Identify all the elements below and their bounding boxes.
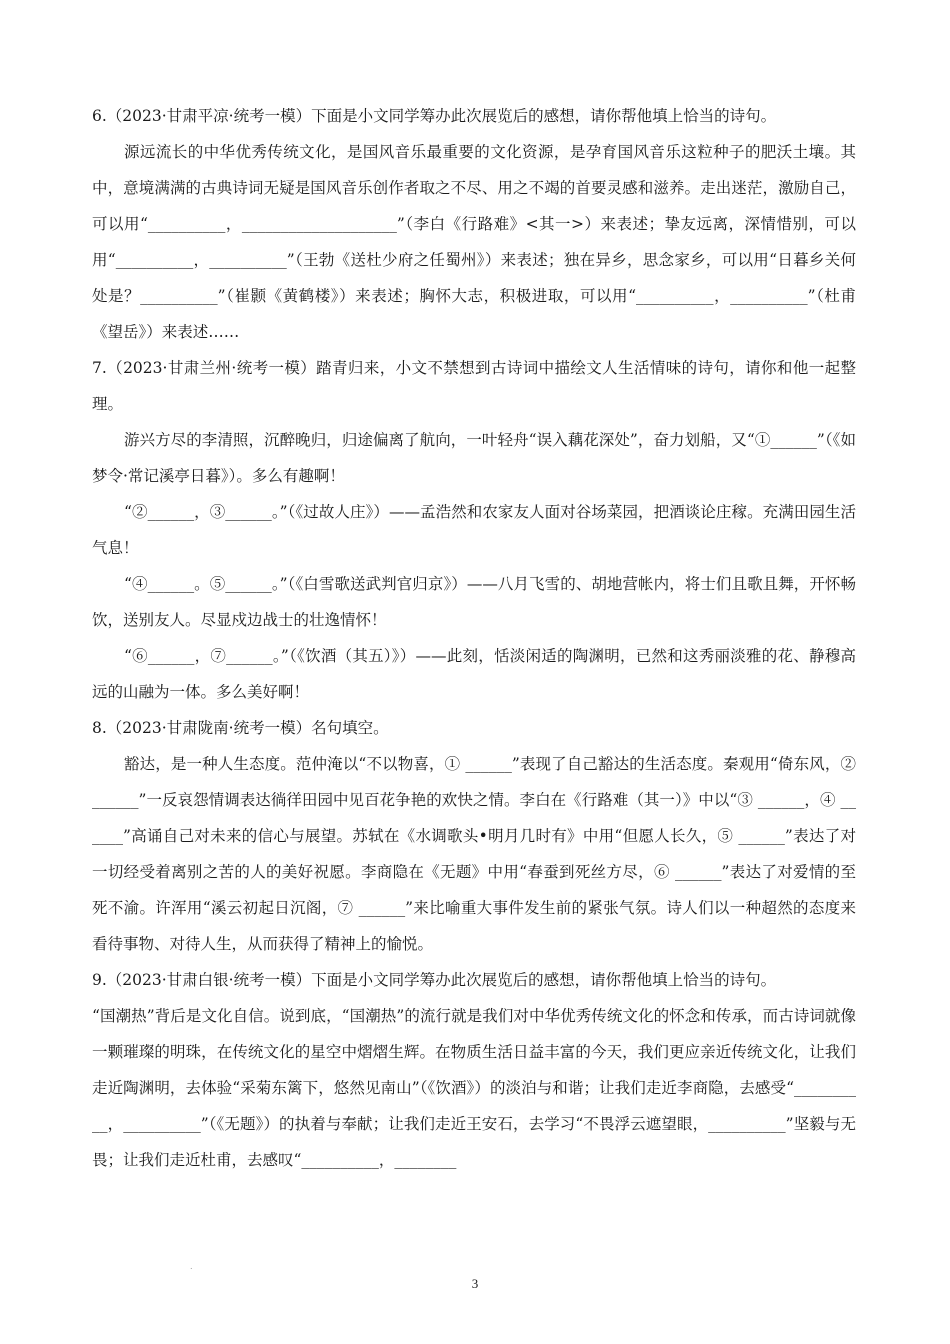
question-6-header — [92, 98, 856, 134]
question-source: （2023·甘肃平凉·统考一模） — [106, 107, 312, 125]
question-number: 6. — [92, 107, 107, 125]
question-7-paragraph-1: 游兴方尽的李清照，沉醉晚归，归途偏离了航向，一叶轻舟“误入藕花深处”，奋力划船，又“①______”（《如梦令·常记溪亭日暮》）。多么有趣啊！ — [92, 431, 856, 485]
question-7-paragraph-2: “②______，③______。”（《过故人庄》）——孟浩然和农家友人面对谷场菜园，把酒谈论庄稼。充满田园生活气息！ — [92, 503, 856, 557]
question-prompt: 下面是小文同学筹办此次展览后的感想，请你帮他填上恰当的诗句。 — [311, 971, 777, 989]
question-8-header — [92, 710, 856, 746]
question-6-paragraph-1: 源远流长的中华优秀传统文化，是国风音乐最重要的文化资源，是孕育国风音乐这粒种子的肥沃土壤。其中，意境满满的古典诗词无疑是国风音乐创作者取之不尽、用之不竭的首要灵感和滋养。走出迷茫，激励自己，可以用“__________，____________________”（李白《行路难》<其一>）来表述；挚友远离，深情惜别，可以用“__________，__________”（王勃《送杜少府之任蜀州》）来表述；独在异乡，思念家乡，可以用“日暮乡关何处是？__________”（崔颢《黄鹤楼》）来表述；胸怀大志，积极进取，可以用“__________，__________”（杜甫《望岳》）来表述…… — [92, 143, 856, 341]
document-body — [92, 98, 856, 1178]
question-7-header — [92, 350, 856, 422]
question-number: 9. — [92, 971, 107, 989]
question-source: （2023·甘肃陇南·统考一模） — [106, 719, 312, 737]
question-7-paragraph-3: “④______。⑤______。”（《白雪歌送武判官归京》）——八月飞雪的、胡地营帐内，将士们且歌且舞，开怀畅饮，送别友人。尽显戍边战士的壮逸情怀！ — [92, 575, 856, 629]
question-9-paragraph-1: “国潮热”背后是文化自信。说到底，“国潮热”的流行就是我们对中华优秀传统文化的怀念和传承，而古诗词就像一颗璀璨的明珠，在传统文化的星空中熠熠生辉。在物质生活日益丰富的今天，我们更应亲近传统文化，让我们走近陶渊明，去体验“采菊东篱下，悠然见南山”（《饮酒》）的淡泊与和谐；让我们走近李商隐，去感受“__________，__________”（《无题》）的执着与奉献；让我们走近王安石，去学习“不畏浮云遮望眼，__________”坚毅与无畏；让我们走近杜甫，去感叹“__________，________ — [92, 1007, 856, 1169]
question-source: （2023·甘肃兰州·统考一模） — [106, 359, 317, 377]
question-prompt: 名句填空。 — [311, 719, 389, 737]
scan-dot: . — [190, 1262, 193, 1271]
question-source: （2023·甘肃白银·统考一模） — [106, 971, 312, 989]
question-number: 8. — [92, 719, 107, 737]
question-7-paragraph-4: “⑥______，⑦______。”（《饮酒（其五）》）——此刻，恬淡闲适的陶渊明，已然和这秀丽淡雅的花、静穆高远的山融为一体。多么美好啊！ — [92, 647, 856, 701]
question-9-header — [92, 962, 856, 998]
question-prompt: 踏青归来，小文不禁想到古诗词中描绘文人生活情味的诗句，请你和他一起整理。 — [92, 359, 856, 413]
question-number: 7. — [92, 359, 107, 377]
question-prompt: 下面是小文同学筹办此次展览后的感想，请你帮他填上恰当的诗句。 — [311, 107, 777, 125]
question-8-paragraph-1: 豁达，是一种人生态度。范仲淹以“不以物喜，① ______”表现了自己豁达的生活态度。秦观用“倚东风，② ______”一反哀怨情调表达徜徉田园中见百花争艳的欢快之情。李白在《行路难（其一）》中以“③ ______，④ ______”高诵自己对未来的信心与展望。苏轼在《水调歌头•明月几时有》中用“但愿人长久，⑤ ______”表达了对一切经受着离别之苦的人的美好祝愿。李商隐在《无题》中用“春蚕到死丝方尽，⑥ ______”表达了对爱情的至死不渝。许浑用“溪云初起日沉阁，⑦ ______”来比喻重大事件发生前的紧张气氛。诗人们以一种超然的态度来看待事物、对待人生，从而获得了精神上的愉悦。 — [92, 755, 856, 953]
page-number: 3 — [471, 1276, 479, 1291]
